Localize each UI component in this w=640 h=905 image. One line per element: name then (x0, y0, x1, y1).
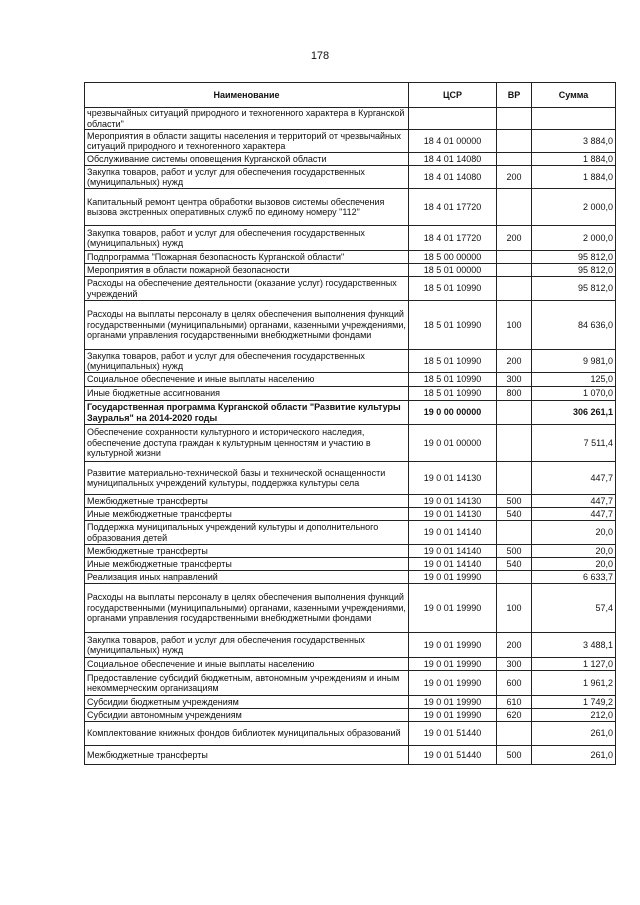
row-name-cell: Иные бюджетные ассигнования (85, 387, 409, 401)
row-sum-cell: 125,0 (532, 373, 616, 387)
row-vr-cell: 610 (497, 696, 532, 709)
row-csr-cell: 19 0 01 19990 (409, 633, 497, 658)
row-name-cell: Комплектование книжных фондов библиотек муниципальных образований (85, 722, 409, 746)
row-csr-cell: 19 0 01 14130 (409, 508, 497, 521)
row-name-cell: Государственная программа Курганской области "Развитие культуры Зауралья" на 2014-2020 годы (85, 401, 409, 425)
row-csr-cell: 18 5 01 10990 (409, 277, 497, 301)
table-row (85, 508, 616, 521)
table-row (85, 696, 616, 709)
row-sum-cell: 95 812,0 (532, 277, 616, 301)
row-vr-cell (497, 571, 532, 584)
table-header-row (85, 83, 616, 108)
row-csr-cell: 18 5 01 00000 (409, 264, 497, 277)
row-name-cell: Мероприятия в области пожарной безопасности (85, 264, 409, 277)
table-row (85, 633, 616, 658)
row-csr-cell: 18 4 01 17720 (409, 226, 497, 251)
row-name-cell: Закупка товаров, работ и услуг для обеспечения государственных (муниципальных) нужд (85, 633, 409, 658)
row-name-cell: Субсидии бюджетным учреждениям (85, 696, 409, 709)
row-csr-cell: 19 0 01 14130 (409, 462, 497, 495)
row-name-cell: Иные межбюджетные трансферты (85, 558, 409, 571)
table-row (85, 401, 616, 425)
row-sum-cell: 95 812,0 (532, 264, 616, 277)
row-vr-cell (497, 264, 532, 277)
row-vr-cell: 100 (497, 584, 532, 633)
table-row (85, 277, 616, 301)
row-csr-cell: 19 0 01 14140 (409, 521, 497, 545)
row-vr-cell: 500 (497, 495, 532, 508)
row-name-cell: Субсидии автономным учреждениям (85, 709, 409, 722)
row-name-cell: Расходы на выплаты персоналу в целях обеспечения выполнения функций государственными (муниципальными) органами, казенными учреждениями, органами управления государственными внебюджетными фондами (85, 301, 409, 350)
row-sum-cell: 84 636,0 (532, 301, 616, 350)
row-csr-cell: 18 5 01 10990 (409, 387, 497, 401)
row-sum-cell: 261,0 (532, 722, 616, 746)
row-name-cell: Межбюджетные трансферты (85, 746, 409, 765)
row-sum-cell: 6 633,7 (532, 571, 616, 584)
table-row (85, 264, 616, 277)
row-name-cell: Предоставление субсидий бюджетным, автономным учреждениям и иным некоммерческим организациям (85, 671, 409, 696)
table-row (85, 130, 616, 153)
row-csr-cell: 19 0 01 14140 (409, 545, 497, 558)
row-name-cell: Закупка товаров, работ и услуг для обеспечения государственных (муниципальных) нужд (85, 226, 409, 251)
row-csr-cell: 19 0 01 51440 (409, 746, 497, 765)
row-csr-cell: 19 0 01 51440 (409, 722, 497, 746)
row-name-cell: чрезвычайных ситуаций природного и техногенного характера в Курганской области" (85, 108, 409, 130)
row-sum-cell: 1 884,0 (532, 166, 616, 189)
row-sum-cell: 20,0 (532, 558, 616, 571)
row-sum-cell: 9 981,0 (532, 350, 616, 373)
row-vr-cell: 100 (497, 301, 532, 350)
table-row (85, 746, 616, 765)
table-row (85, 671, 616, 696)
table-row (85, 584, 616, 633)
row-sum-cell: 3 488,1 (532, 633, 616, 658)
header-csr: ЦСР (409, 83, 497, 108)
row-name-cell: Развитие материально-технической базы и технической оснащенности муниципальных учреждений культуры, поддержка культуры села (85, 462, 409, 495)
row-name-cell: Закупка товаров, работ и услуг для обеспечения государственных (муниципальных) нужд (85, 350, 409, 373)
row-csr-cell: 18 5 01 10990 (409, 301, 497, 350)
row-vr-cell: 200 (497, 226, 532, 251)
table-row (85, 558, 616, 571)
row-sum-cell: 2 000,0 (532, 226, 616, 251)
row-name-cell: Межбюджетные трансферты (85, 545, 409, 558)
row-csr-cell: 19 0 01 14130 (409, 495, 497, 508)
row-sum-cell: 7 511,4 (532, 425, 616, 462)
row-csr-cell: 18 5 00 00000 (409, 251, 497, 264)
row-name-cell: Закупка товаров, работ и услуг для обеспечения государственных (муниципальных) нужд (85, 166, 409, 189)
row-sum-cell: 57,4 (532, 584, 616, 633)
row-csr-cell: 18 4 01 14080 (409, 153, 497, 166)
row-vr-cell: 800 (497, 387, 532, 401)
row-name-cell: Межбюджетные трансферты (85, 495, 409, 508)
row-vr-cell (497, 153, 532, 166)
row-sum-cell: 447,7 (532, 508, 616, 521)
table-row (85, 495, 616, 508)
row-csr-cell (409, 108, 497, 130)
row-csr-cell: 19 0 01 19990 (409, 671, 497, 696)
table-row (85, 387, 616, 401)
row-vr-cell: 300 (497, 658, 532, 671)
table-row (85, 571, 616, 584)
row-vr-cell: 200 (497, 633, 532, 658)
row-vr-cell (497, 722, 532, 746)
row-csr-cell: 18 5 01 10990 (409, 350, 497, 373)
row-sum-cell: 261,0 (532, 746, 616, 765)
table-row (85, 166, 616, 189)
row-csr-cell: 18 4 01 17720 (409, 189, 497, 226)
row-vr-cell: 620 (497, 709, 532, 722)
table-row (85, 521, 616, 545)
row-csr-cell: 18 5 01 10990 (409, 373, 497, 387)
row-csr-cell: 18 4 01 14080 (409, 166, 497, 189)
row-sum-cell: 1 749,2 (532, 696, 616, 709)
row-sum-cell: 1 884,0 (532, 153, 616, 166)
table-row (85, 301, 616, 350)
row-name-cell: Социальное обеспечение и иные выплаты населению (85, 658, 409, 671)
row-vr-cell: 200 (497, 166, 532, 189)
row-vr-cell (497, 108, 532, 130)
row-name-cell: Реализация иных направлений (85, 571, 409, 584)
row-name-cell: Социальное обеспечение и иные выплаты населению (85, 373, 409, 387)
budget-table (84, 82, 616, 765)
table-row (85, 425, 616, 462)
page-number: 178 (310, 50, 330, 62)
header-sum: Сумма (532, 83, 616, 108)
row-sum-cell: 1 961,2 (532, 671, 616, 696)
row-vr-cell (497, 521, 532, 545)
table-row (85, 251, 616, 264)
table-body (85, 108, 616, 765)
row-sum-cell: 1 070,0 (532, 387, 616, 401)
row-sum-cell: 1 127,0 (532, 658, 616, 671)
row-sum-cell: 20,0 (532, 521, 616, 545)
table-row (85, 462, 616, 495)
row-name-cell: Мероприятия в области защиты населения и территорий от чрезвычайных ситуаций природного и техногенного характера (85, 130, 409, 153)
header-vr: ВР (497, 83, 532, 108)
row-sum-cell: 20,0 (532, 545, 616, 558)
row-name-cell: Обслуживание системы оповещения Курганской области (85, 153, 409, 166)
table-row (85, 350, 616, 373)
row-name-cell: Обеспечение сохранности культурного и исторического наследия, обеспечение доступа граждан к культурным ценностям и участию в культурной жизни (85, 425, 409, 462)
row-sum-cell: 447,7 (532, 462, 616, 495)
row-vr-cell: 540 (497, 558, 532, 571)
table-row (85, 658, 616, 671)
row-sum-cell: 306 261,1 (532, 401, 616, 425)
row-name-cell: Расходы на обеспечение деятельности (оказание услуг) государственных учреждений (85, 277, 409, 301)
row-csr-cell: 18 4 01 00000 (409, 130, 497, 153)
row-csr-cell: 19 0 00 00000 (409, 401, 497, 425)
table-row (85, 373, 616, 387)
row-vr-cell (497, 251, 532, 264)
row-vr-cell: 540 (497, 508, 532, 521)
row-name-cell: Подпрограмма "Пожарная безопасность Курганской области" (85, 251, 409, 264)
row-vr-cell (497, 189, 532, 226)
row-sum-cell: 95 812,0 (532, 251, 616, 264)
row-name-cell: Капитальный ремонт центра обработки вызовов системы обеспечения вызова экстренных оперативных служб по единому номеру "112" (85, 189, 409, 226)
row-sum-cell: 2 000,0 (532, 189, 616, 226)
header-name: Наименование (85, 83, 409, 108)
row-sum-cell: 3 884,0 (532, 130, 616, 153)
row-vr-cell (497, 277, 532, 301)
table-row (85, 545, 616, 558)
row-name-cell: Иные межбюджетные трансферты (85, 508, 409, 521)
row-vr-cell: 200 (497, 350, 532, 373)
row-csr-cell: 19 0 01 19990 (409, 696, 497, 709)
row-vr-cell: 300 (497, 373, 532, 387)
table-row (85, 153, 616, 166)
row-vr-cell (497, 401, 532, 425)
row-csr-cell: 19 0 01 00000 (409, 425, 497, 462)
table-row (85, 226, 616, 251)
row-name-cell: Расходы на выплаты персоналу в целях обеспечения выполнения функций государственными (муниципальными) органами, казенными учреждениями, органами управления государственными внебюджетными фондами (85, 584, 409, 633)
table-row (85, 709, 616, 722)
row-csr-cell: 19 0 01 14140 (409, 558, 497, 571)
row-sum-cell (532, 108, 616, 130)
row-csr-cell: 19 0 01 19990 (409, 709, 497, 722)
row-vr-cell (497, 462, 532, 495)
row-csr-cell: 19 0 01 19990 (409, 584, 497, 633)
row-vr-cell: 600 (497, 671, 532, 696)
row-csr-cell: 19 0 01 19990 (409, 571, 497, 584)
row-sum-cell: 212,0 (532, 709, 616, 722)
row-vr-cell (497, 425, 532, 462)
table-row (85, 108, 616, 130)
table-row (85, 722, 616, 746)
row-vr-cell (497, 130, 532, 153)
row-vr-cell: 500 (497, 545, 532, 558)
row-vr-cell: 500 (497, 746, 532, 765)
row-name-cell: Поддержка муниципальных учреждений культуры и дополнительного образования детей (85, 521, 409, 545)
row-sum-cell: 447,7 (532, 495, 616, 508)
table-row (85, 189, 616, 226)
row-csr-cell: 19 0 01 19990 (409, 658, 497, 671)
